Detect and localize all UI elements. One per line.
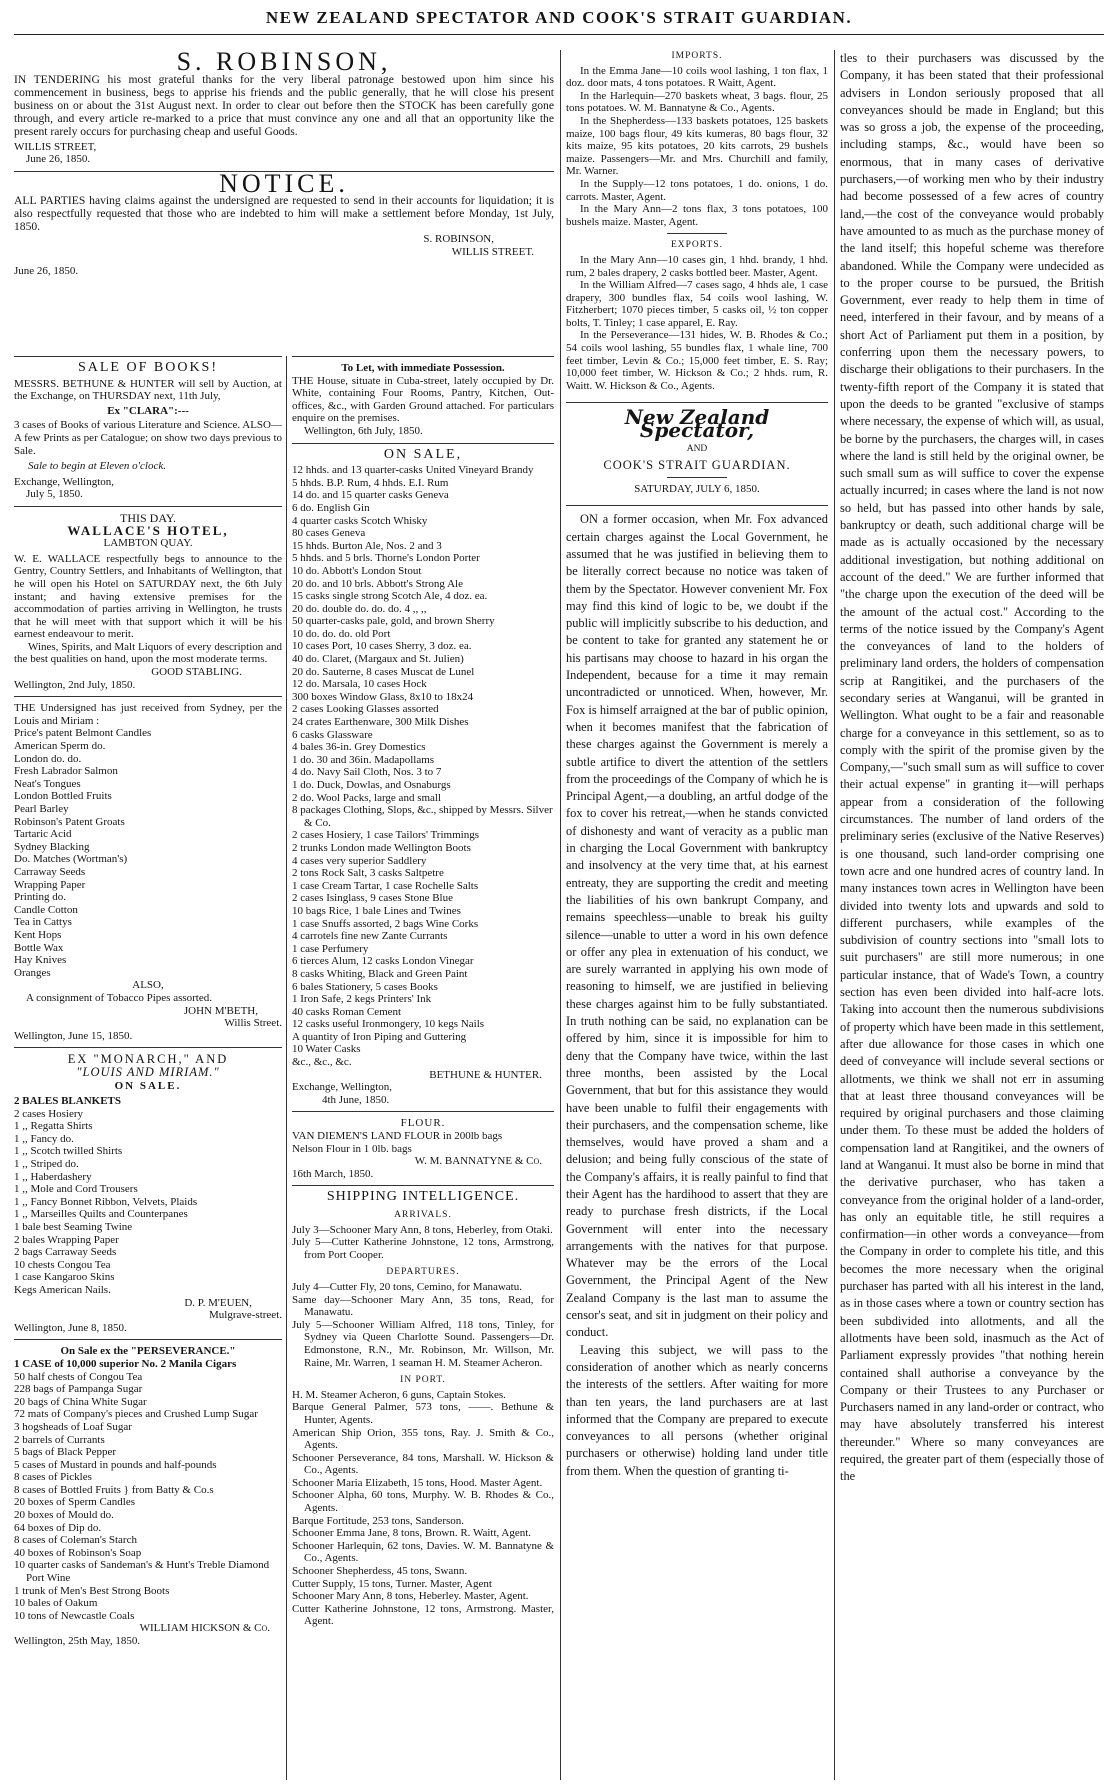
paper-sub: COOK'S STRAIT GUARDIAN.	[603, 458, 791, 473]
list-item: 4 cases very superior Saddlery	[292, 854, 427, 867]
list-item: 5 bags of Black Pepper	[14, 1446, 117, 1459]
list-item: 1 do. Duck, Dowlas, and Osnaburgs	[292, 779, 451, 791]
list-item: 1 case Kangaroo Skins	[14, 1271, 115, 1284]
books-ad	[14, 362, 282, 501]
list-item: 24 crates Earthenware, 300 Milk Dishes	[292, 716, 469, 729]
monarch-onsale: ON SALE.	[114, 1080, 182, 1093]
books-time: Sale to begin at Eleven o'clock.	[28, 460, 166, 473]
shipping-entry: Schooner Mary Ann, 8 tons, Heberley. Master, Agent.	[292, 1590, 529, 1603]
list-item: 228 bags of Pampanga Sugar	[14, 1383, 143, 1396]
list-item: Neat's Tongues	[14, 777, 81, 790]
list-item: Carraway Seeds	[14, 865, 86, 878]
import-entry: In the Emma Jane—10 coils wool lashing, 1 ton flax, 1 doz. door mats, 4 tons potatoes. R Waitt, Agent.	[566, 64, 828, 90]
monarch-title: EX "MONARCH," AND	[67, 1052, 229, 1067]
list-item: Do. Matches (Wortman's)	[14, 853, 128, 866]
shipping-section	[292, 1191, 554, 1628]
perseverance-title: On Sale ex the "PERSEVERANCE."	[60, 1345, 236, 1358]
list-item: 1 ,, Regatta Shirts	[14, 1120, 93, 1133]
list-item: 10 do. Abbott's London Stout	[292, 564, 422, 577]
shipping-entry: American Ship Orion, 355 tons, Ray. J. Smith & Co., Agents.	[292, 1426, 554, 1452]
list-item: Sydney Blacking	[14, 840, 90, 853]
inport-list	[292, 1389, 554, 1628]
list-item: London do. do.	[14, 752, 82, 765]
onsale-sig: BETHUNE & HUNTER.	[429, 1068, 542, 1081]
shipping-entry: Schooner Shepherdess, 45 tons, Swann.	[292, 1565, 468, 1578]
perseverance-first: 1 CASE of 10,000 superior No. 2 Manila Cigars	[14, 1357, 237, 1370]
shipping-entry: Schooner Alpha, 60 tons, Murphy. W. B. Rhodes & Co., Agents.	[292, 1489, 554, 1515]
list-item: 1 ,, Mole and Cord Trousers	[14, 1183, 138, 1196]
onsale-place: Exchange, Wellington,	[292, 1081, 393, 1094]
list-item: 10 cases Port, 10 cases Sherry, 3 doz. ea.	[292, 640, 472, 653]
imports-list	[566, 65, 828, 229]
import-entry: In the Supply—12 tons potatoes, 1 do. onions, 1 do. carrots. Master, Agent.	[566, 177, 828, 203]
list-item: Hay Knives	[14, 954, 67, 967]
masthead: NEW ZEALAND SPECTATOR AND COOK'S STRAIT GUARDIAN.	[14, 8, 1104, 35]
list-item: Printing do.	[14, 891, 66, 904]
list-item: 8 cases of Pickles	[14, 1471, 92, 1484]
list-item: 2 trunks London made Wellington Boots	[292, 841, 471, 854]
hotel-body: W. E. WALLACE respectfully begs to announce to the Gentry, Country Settlers, and Inhabitants of Wellington, that he will open his Hotel on SATURDAY next, the 6th July instant; and having extensive premises for the accommodation of parties arriving in Wellington, he trusts that he will meet with that support which it will be his earnest endeavour to merit.	[14, 552, 282, 641]
editorial-continuation: tles to their purchasers was discussed by the Company, it has been stated that their professional advisers in London seriously proposed that all conveyances should be made in England; but this was so gross a job, the expense of the proceeding, including stamps, &c., would have been so enormous, that in many cases of derivative purchasers,—of working men who by their industry had become possessed of a few acres of country land,—the cost of the conveyance would probably have amounted to as much as the purchase money of the land itself; this hopeful scheme was therefore abandoned. While the Company were undecided as to the proper course to be pursued, the British Government, ever ready to help them in time of need, interfered in their favour, and by means of a short Act of Parliament put them in a position, by conferring upon them the necessary powers, to discharge their obligations to their purchasers. In the twenty-fifth report of the Company it is stated that upon the deeds to be granted "exclusive of stamps where necessary, the expense of which will, as usual, be borne by the purchasers, the charges will, in cases where the land is still held by the original owner, be such small sum as will suffice to cover the expense actually incurred; in cases where the land is not now so held, but has passed into other hands by sale, bankruptcy or death, such additional charge will be made as is actually occasioned by the necessary additional investigation, but nothing additional on account of the deed." We are further informed that "the charge upon the execution of the deed will be the amount of the actual cost." According to the terms of the notice issued by the Company's Agent the conveyances of land to the holders of preliminary land orders, the holders of compensation scrip at Rangitikei, and the purchasers of the secondary series at Wanganui, will be granted in Wellington. What ought to be a fair and reasonable charge for a conveyance in this settlement, so as to comply with the spirit of the promise given by the Company,—"such small sum as will suffice to cover their actual expense" in granting it—will perhaps appear from a consideration of the following circumstances. The number of land orders of the preliminary series (exclusive of the Native Reserves) is one thousand, such land-order comprising one town acre and one hundred acres of country land. In many instances town acres in Wellington have been divided into twenty lots and upwards and sold to different purchasers, while examples of the subdivision of country sections into "small lots to suit purchasers" are still more numerous; in one particular instance, that of Wade's Town, a country section has even been divided into half-acre lots. Taking into account then the numerous subdivisions of property which have been made in this settlement, after due allowance for those cases in which one deed of conveyance will include several sections or allotments, we think we shall not err in assuming that at least three thousand conveyances will be required by original purchasers and those claiming under them. To these must be added the holders of compensation land at Rangitikei, and the owners of land at Wanganui. It must also be borne in mind that the derivative purchaser, who has taken a conveyance from the original holder of a land-order, has only an equitable title, he still requires a confirmation—in other words a conveyance—from the Company in order to complete his title, and this becomes the more necessary when the original purchaser has parted with all his interest in the land, as in those cases where a town or country section has been subdivided into allotments, and all the allotments have been sold, inasmuch as the Act of Parliament expressly provides "that nothing herein contained shall authorise a conveyance by the Company or their Trustees to any Purchaser or Purchasers named in any land-order or contract, who may have absolutely transferred his interest thereunder." Where so many conveyances are required, the greater part of them (especially those of the	[840, 51, 1104, 1484]
list-item: Robinson's Patent Groats	[14, 815, 125, 828]
monarch-street: Mulgrave-street.	[209, 1309, 282, 1322]
article-paragraph: Leaving this subject, we will pass to the consideration of another which as nearly concerns the interests of the settlers. After waiting for more than ten years, the land purchasers are at last informed that the Company are prepared to execute conveyances to all persons (whether original purchasers or otherwise) holding land under title from them. When the question of granting ti-	[566, 1342, 828, 1478]
shipping-entry: July 5—Cutter Katherine Johnstone, 12 tons, Armstrong, from Port Cooper.	[292, 1236, 554, 1261]
monarch-date: Wellington, June 8, 1850.	[14, 1321, 127, 1334]
shipping-entry: Schooner Harlequin, 62 tons, Davies. W. M. Bannatyne & Co., Agents.	[292, 1539, 554, 1565]
list-item: 10 bags Rice, 1 bale Lines and Twines	[292, 904, 461, 917]
list-item: Wrapping Paper	[14, 878, 86, 891]
column-3	[566, 50, 828, 1780]
list-item: 5 hhds. B.P. Rum, 4 hhds. E.I. Rum	[292, 476, 449, 489]
list-item: 1 bale best Seaming Twine	[14, 1221, 133, 1233]
list-item: 20 boxes of Sperm Candles	[14, 1496, 135, 1509]
list-item: &c., &c., &c.	[292, 1056, 352, 1069]
notice-body: ALL PARTIES having claims against the undersigned are requested to send in their accounts for liquidation; it is also respectfully requested that those who are indebted to him will make a settlement before Monday, 1st July, 1850.	[14, 194, 554, 234]
column-2	[292, 356, 554, 1780]
list-item: Pearl Barley	[14, 803, 69, 815]
perseverance-sig: WILLIAM HICKSON & Co.	[139, 1622, 270, 1635]
list-item: 12 do. Marsala, 10 cases Hock	[292, 678, 427, 691]
mbeth-date: Wellington, June 15, 1850.	[14, 1029, 133, 1042]
newspaper-page	[14, 8, 1104, 1780]
books-title: SALE OF BOOKS!	[77, 360, 218, 375]
list-item: Bottle Wax	[14, 941, 64, 954]
possession-ad	[292, 362, 554, 438]
shipping-entry: Schooner Emma Jane, 8 tons, Brown. R. Waitt, Agent.	[292, 1527, 532, 1540]
flour-body: VAN DIEMEN'S LAND FLOUR in 200lb bags	[292, 1130, 503, 1143]
departures-list	[292, 1281, 554, 1369]
hotel-body2: Wines, Spirits, and Malt Liquors of every description and the best qualities on hand, upon the most moderate terms.	[14, 640, 282, 666]
perseverance-items	[14, 1371, 282, 1623]
list-item: 4 bales 36-in. Grey Domestics	[292, 741, 426, 754]
monarch-ad	[14, 1053, 282, 1334]
list-item: Price's patent Belmont Candles	[14, 727, 152, 740]
list-item: 10 tons of Newcastle Coals	[14, 1609, 135, 1622]
list-item: 10 Water Casks	[292, 1043, 361, 1056]
list-item: 10 do. do. do. old Port	[292, 627, 391, 640]
notice-date: June 26, 1850.	[14, 264, 79, 277]
departures-title: DEPARTURES.	[386, 1267, 460, 1278]
list-item: 8 casks Whiting, Black and Green Paint	[292, 967, 468, 980]
list-item: 20 boxes of Mould do.	[14, 1509, 114, 1522]
list-item: Kent Hops	[14, 928, 62, 941]
list-item: 3 hogsheads of Loaf Sugar	[14, 1420, 132, 1433]
list-item: 1 trunk of Men's Best Strong Boots	[14, 1584, 170, 1597]
list-item: 2 do. Wool Packs, large and small	[292, 791, 442, 804]
column-rule	[560, 50, 561, 1780]
possession-body: THE House, situate in Cuba-street, lately occupied by Dr. White, containing Four Rooms, Pantry, Kitchen, Out-offices, &c., with Garden Ground attached. For particulars enquire on the premises.	[292, 374, 554, 425]
list-item: 6 do. English Gin	[292, 501, 370, 514]
list-item: 14 do. and 15 quarter casks Geneva	[292, 489, 449, 502]
robinson-ad	[14, 50, 554, 166]
list-item: Fresh Labrador Salmon	[14, 765, 118, 778]
mbeth-sig: JOHN M'BETH,	[183, 1004, 258, 1017]
list-item: 2 cases Hosiery, 1 case Tailors' Trimmings	[292, 829, 479, 842]
exports-title: EXPORTS.	[670, 240, 724, 251]
list-item: 5 cases of Mustard in pounds and half-pounds	[14, 1458, 217, 1471]
list-item: American Sperm do.	[14, 740, 106, 753]
shipping-entry: July 5—Schooner William Alfred, 118 tons, Tinley, for Sydney via Queen Charlotte Sound. Passengers—Dr. Edmonstone, R.N., Mr. Robinson, Mr. Willson, Mr. Raine, Mr. Warren, 1 seaman H. M. Steamer Acheron.	[292, 1318, 554, 1369]
list-item: 10 quarter casks of Sandeman's & Hunt's Treble Diamond Port Wine	[14, 1559, 270, 1585]
list-item: Kegs American Nails.	[14, 1283, 111, 1296]
list-item: Oranges	[14, 966, 51, 979]
mbeth-ad	[14, 702, 282, 1042]
list-item: 2 cases Hosiery	[14, 1107, 84, 1120]
list-item: A quantity of Iron Piping and Guttering	[292, 1030, 467, 1043]
list-item: 8 packages Clothing, Slops, &c., shipped by Messrs. Silver & Co.	[292, 804, 553, 829]
import-entry: In the Mary Ann—2 tons flax, 3 tons potatoes, 100 bushels maize. Master, Agent.	[566, 203, 828, 228]
list-item: 1 case Snuffs assorted, 2 bags Wine Corks	[292, 917, 479, 930]
list-item: 50 half chests of Congou Tea	[14, 1370, 143, 1383]
list-item: 10 chests Congou Tea	[14, 1258, 111, 1271]
list-item: 2 bales Wrapping Paper	[14, 1233, 119, 1246]
shipping-entry: July 3—Schooner Mary Ann, 8 tons, Heberley, from Otaki.	[292, 1223, 553, 1236]
list-item: 20 do. and 10 brls. Abbott's Strong Ale	[292, 577, 463, 590]
list-item: 40 do. Claret, (Margaux and St. Julien)	[292, 653, 464, 666]
paper-and: AND	[686, 443, 708, 454]
list-item: 1 do. 30 and 36in. Madapollams	[292, 753, 435, 766]
list-item: 8 cases of Coleman's Starch	[14, 1534, 137, 1547]
list-item: 1 ,, Scotch twilled Shirts	[14, 1145, 123, 1158]
monarch-items	[14, 1108, 282, 1297]
list-item: 40 casks Roman Cement	[292, 1005, 402, 1018]
mbeth-also: ALSO,	[132, 979, 164, 992]
hotel-date: Wellington, 2nd July, 1850.	[14, 678, 136, 691]
possession-title: To Let, with immediate Possession.	[341, 362, 505, 374]
list-item: 20 do. double do. do. do. 4 ,, ,,	[292, 602, 427, 615]
notice-title: NOTICE.	[219, 168, 349, 198]
list-item: Candle Cotton	[14, 903, 78, 916]
mbeth-also-body: A consignment of Tobacco Pipes assorted.	[26, 991, 212, 1004]
flour-ad	[292, 1117, 554, 1180]
import-entry: In the Harlequin—270 baskets wheat, 3 bags. flour, 25 tons potatoes. W. M. Bannatyne & Co., Agents.	[566, 89, 828, 115]
hotel-sig: GOOD STABLING.	[151, 666, 242, 679]
list-item: 4 carrotels fine new Zante Currants	[292, 930, 448, 943]
shipping-entry: Cutter Supply, 15 tons, Turner. Master, Agent	[292, 1577, 492, 1590]
arrivals-title: ARRIVALS.	[394, 1210, 452, 1220]
list-item: 2 tons Rock Salt, 3 casks Saltpetre	[292, 867, 444, 880]
onsale-title: ON SALE,	[383, 446, 463, 462]
list-item: 40 boxes of Robinson's Soap	[14, 1546, 142, 1559]
column-rule	[834, 50, 835, 1780]
flour-sig: W. M. BANNATYNE & Co.	[414, 1155, 542, 1168]
list-item: 12 casks useful Ironmongery, 10 kegs Nails	[292, 1018, 485, 1031]
list-item: 300 boxes Window Glass, 8x10 to 18x24	[292, 690, 474, 703]
list-item: 1 case Cream Tartar, 1 case Rochelle Salts	[292, 879, 479, 892]
article-paragraph: ON a former occasion, when Mr. Fox advanced certain charges against the Local Government, he assumed that he was justified in believing them to be literally correct because no notice was taken of them by the Spectator. However convenient Mr. Fox may find this kind of logic to be, we doubt if the public will implicitly subscribe to his deduction, and be content to take for granted any statement he or his partisans may choose to hazard in his organ the Independent, because for a time it may remain uncontradicted or unnoticed. When, however, Mr. Fox is himself arraigned at the bar of public opinion, when it becomes manifest that the fabrication of these charges against the Government is merely a subtle artifice to divert the attention of the settlers from the proceedings of the Company of which he is Principal Agent,—a doubling, an artful dodge of the fox to cover his retreat,—when he stands convicted of dishonesty and want of veracity as a public man in charging the Local Government with bankruptcy and insolvency at the very time that, at his earnest entreaty, they are supporting the credit and meeting the liabilities of his own bankrupt Company, and remains speechless—unable to break his guilty silence—unable to utter a word in his own defence or offer any plea in extenuation of his conduct, we are surely warranted in applying his own mode of reasoning to himself, we are justified in believing these charges against him to be fully substantiated. In truth nothing can be said, no explanation can be offered by him, since it is impossible for him to deny that the Company have twice, within the last three months, been assisted by the Local Government, that but for this assistance they would have been unable to fulfil their engagements with their purchasers, and the compensation scheme, like themselves, would have proved a sham and a delusion; and being fully conscious of the state of the Company's affairs, it is really painful to find that their Agent has the hardihood to assert that they are ready to purchase fresh districts, if the Local Government will enter into the necessary arrangements with the natives for that purpose. Whatever may be the errors of the Local Government, the Principal Agent of the New Zealand Company is the last man to assume the censor's seat, and sit in judgment on their policy and conduct.	[566, 512, 828, 1340]
mbeth-intro: THE Undersigned has just received from Sydney, per the Louis and Miriam :	[14, 702, 282, 727]
list-item: 72 mats of Company's pieces and Crushed Lump Sugar	[14, 1408, 258, 1421]
list-item: 20 do. Sauterne, 8 cases Muscat de Lunel	[292, 665, 475, 678]
monarch-title2: "LOUIS AND MIRIAM."	[76, 1064, 220, 1079]
list-item: 1 ,, Fancy Bonnet Ribbon, Velvets, Plaids	[14, 1195, 198, 1208]
books-ex: Ex "CLARA":---	[107, 404, 189, 417]
list-item: 5 hhds. and 5 brls. Thorne's London Porter	[292, 552, 480, 565]
list-item: 1 ,, Fancy do.	[14, 1132, 74, 1145]
flour-title: FLOUR.	[400, 1117, 446, 1130]
hotel-title2: WALLACE'S HOTEL,	[67, 522, 229, 538]
list-item: London Bottled Fruits	[14, 790, 112, 803]
flour-body2: Nelson Flour in 1 0lb. bags	[292, 1142, 412, 1155]
export-entry: In the Perseverance—131 hides, W. B. Rhodes & Co.; 54 coils wool lashing, 55 bundles flax, 1 whale line, 700 feet timber, Levin & Co.; 15,000 feet timber, E. S. Ray; 10,000 feet timber, W. Hickson & Co.; 2 hhds. rum, R. Waitt. W. Hickson & Co., Agents.	[566, 329, 828, 392]
column-rule	[286, 356, 287, 1780]
shipping-entry: July 4—Cutter Fly, 20 tons, Cemino, for Manawatu.	[292, 1280, 522, 1293]
robinson-title: S. ROBINSON,	[176, 50, 392, 76]
list-item: 4 quarter casks Scotch Whisky	[292, 514, 428, 527]
paper-title: New Zealand Spectator,	[624, 405, 770, 443]
books-date: July 5, 1850.	[26, 488, 83, 501]
shipping-entry: Barque General Palmer, 573 tons, ——. Bethune & Hunter, Agents.	[292, 1401, 554, 1426]
list-item: 1 case Perfumery	[292, 942, 369, 955]
list-item: 50 quarter-casks pale, gold, and brown Sherry	[292, 615, 495, 628]
notice-street: WILLIS STREET.	[451, 245, 534, 258]
robinson-street: WILLIS STREET,	[14, 140, 97, 153]
shipping-entry: Schooner Perseverance, 84 tons, Marshall. W. Hickson & Co., Agents.	[292, 1451, 554, 1477]
export-entry: In the Mary Ann—10 cases gin, 1 hhd. brandy, 1 hhd. rum, 2 bales drapery, 2 casks bottled beer. Master, Agent.	[566, 253, 828, 279]
hotel-title1: THIS DAY.	[119, 510, 176, 525]
shipping-entry: Barque Fortitude, 253 tons, Sanderson.	[292, 1514, 465, 1527]
monarch-first: 2 BALES BLANKETS	[14, 1095, 121, 1108]
shipping-entry: Same day—Schooner Mary Ann, 35 tons, Read, for Manawatu.	[292, 1293, 554, 1319]
shipping-entry: H. M. Steamer Acheron, 6 guns, Captain Stokes.	[292, 1388, 506, 1401]
hotel-ad	[14, 512, 282, 691]
list-item: 8 cases of Bottled Fruits } from Batty & Co.s	[14, 1483, 214, 1496]
flour-date: 16th March, 1850.	[292, 1167, 374, 1180]
list-item: 1 ,, Marseilles Quilts and Counterpanes	[14, 1208, 188, 1221]
import-entry: In the Shepherdess—133 baskets potatoes, 125 baskets maize, 100 bags flour, 49 kits kumeras, 80 bags flour, 32 kits maize, 95 kits potatoes, 20 kits carrots, 29 bushels maize. Passengers—Mr. and Mrs. Churchill and family, Mr. Warner.	[566, 114, 828, 178]
shipping-entry: Cutter Katherine Johnstone, 12 tons, Armstrong. Master, Agent.	[292, 1602, 554, 1628]
list-item: 2 barrels of Currants	[14, 1433, 105, 1446]
list-item: 1 ,, Striped do.	[14, 1158, 79, 1171]
exports-list	[566, 254, 828, 393]
mbeth-items	[14, 727, 282, 979]
perseverance-ad	[14, 1345, 282, 1647]
imports-title: IMPORTS.	[671, 51, 723, 61]
possession-date: Wellington, 6th July, 1850.	[304, 424, 423, 437]
editorial-article	[566, 511, 828, 1480]
books-body: MESSRS. BETHUNE & HUNTER will sell by Auction, at the Exchange, on THURSDAY next, 11th July,	[14, 377, 282, 403]
shipping-title: SHIPPING INTELLIGENCE.	[326, 1189, 520, 1205]
export-entry: In the William Alfred—7 cases sago, 4 hhds ale, 1 case drapery, 300 bundles flax, 54 coils wool lashing, W. Fitzherbert; 1070 pieces timber, 5 casks oil, ½ ton copper bolts, T. Tinley; 1 case apparel, E. Ray.	[566, 279, 828, 329]
list-item: 2 bags Carraway Seeds	[14, 1246, 117, 1259]
list-item: 2 cases Isinglass, 9 cases Stone Blue	[292, 892, 453, 905]
inport-title: IN PORT.	[400, 1375, 446, 1386]
list-item: 10 bales of Oakum	[14, 1597, 98, 1610]
robinson-date: June 26, 1850.	[26, 153, 91, 166]
list-item: 6 tierces Alum, 12 casks London Vinegar	[292, 955, 474, 968]
list-item: 64 boxes of Dip do.	[14, 1521, 102, 1534]
list-item: 6 bales Stationery, 5 cases Books	[292, 980, 438, 993]
list-item: Tea in Cattys	[14, 916, 72, 929]
column-4	[840, 50, 1104, 1780]
column-1	[14, 356, 282, 1780]
list-item: Tartaric Acid	[14, 828, 72, 841]
list-item: 6 casks Glassware	[292, 728, 373, 741]
paper-date: SATURDAY, JULY 6, 1850.	[634, 482, 760, 495]
list-item: 12 hhds. and 13 quarter-casks United Vineyard Brandy	[292, 464, 534, 477]
list-item: 2 cases Looking Glasses assorted	[292, 703, 439, 716]
shipping-entry: Schooner Maria Elizabeth, 15 tons, Hood. Master Agent.	[292, 1476, 543, 1489]
onsale-date: 4th June, 1850.	[322, 1093, 390, 1106]
list-item: 80 cases Geneva	[292, 527, 366, 540]
list-item: 1 ,, Haberdashery	[14, 1170, 92, 1183]
notice-ad	[14, 168, 554, 277]
list-item: 1 Iron Safe, 2 kegs Printers' Ink	[292, 993, 432, 1006]
list-item: 15 casks single strong Scotch Ale, 4 doz. ea.	[292, 590, 488, 603]
onsale-ad	[292, 446, 554, 1107]
monarch-sig: D. P. M'EUEN,	[184, 1296, 252, 1309]
robinson-body: IN TENDERING his most grateful thanks for the very liberal patronage bestowed upon him since his commencement in business, begs to apprise his friends and the public generally, that he will close his present business on or about the 31st August next. In order to clear out before then the STOCK has been carefully gone through, and every article re-marked to a price that must convince any one and all that an opportunity like the present rarely occurs for purchasing cheap and useful Goods.	[14, 72, 554, 138]
hotel-title3: LAMBTON QUAY.	[103, 537, 193, 550]
arrivals-list	[292, 1224, 554, 1262]
list-item: 4 do. Navy Sail Cloth, Nos. 3 to 7	[292, 766, 442, 779]
notice-sig: S. ROBINSON,	[423, 233, 494, 246]
list-item: 20 bags of China White Sugar	[14, 1395, 147, 1408]
books-place: Exchange, Wellington,	[14, 475, 115, 488]
mbeth-street: Willis Street.	[224, 1017, 282, 1030]
list-item: 15 hhds. Burton Ale, Nos. 2 and 3	[292, 539, 442, 552]
books-body2: 3 cases of Books of various Literature and Science. ALSO—A few Prints as per Catalogue; on show two days previous to Sale.	[14, 419, 282, 457]
onsale-items	[292, 464, 554, 1069]
perseverance-date: Wellington, 25th May, 1850.	[14, 1635, 141, 1647]
